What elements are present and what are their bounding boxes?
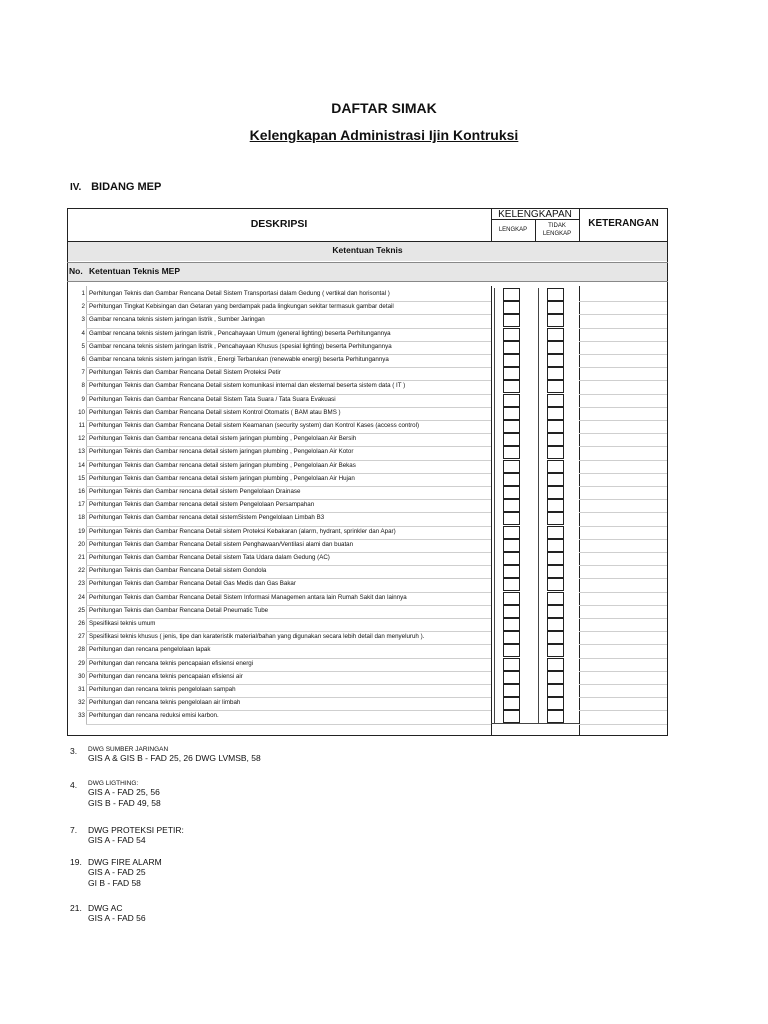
header-lengkap: LENGKAP	[498, 227, 528, 233]
section-number: IV.	[70, 182, 82, 193]
row-number: 22	[78, 567, 85, 575]
header-tidak-lengkap: TIDAK LENGKAP	[542, 223, 572, 237]
lengkap-checkbox[interactable]	[503, 539, 520, 552]
note-heading: DWG FIRE ALARM	[88, 857, 162, 867]
lengkap-checkbox[interactable]	[503, 592, 520, 605]
tidak-lengkap-checkbox[interactable]	[547, 578, 564, 591]
row-number: 6	[81, 356, 85, 363]
lengkap-checkbox[interactable]	[503, 420, 520, 433]
tidak-lengkap-checkbox[interactable]	[547, 460, 564, 473]
tidak-lengkap-checkbox[interactable]	[547, 671, 564, 684]
row-description: Perhitungan Teknis dan Gambar Rencana Detail sistem Penghawaan/Ventilasi alami dan buatan	[89, 540, 354, 548]
keterangan-divider	[579, 407, 667, 408]
row-number: 21	[78, 554, 85, 561]
keterangan-divider	[579, 526, 667, 527]
keterangan-divider	[579, 618, 667, 619]
note-line: GIS A - FAD 25	[88, 867, 146, 877]
keterangan-divider	[579, 420, 667, 421]
table-row	[67, 354, 491, 367]
note-line: GIS A - FAD 54	[88, 835, 146, 845]
row-number: 2	[81, 303, 85, 311]
row-number: 33	[78, 712, 85, 720]
note-number: 3.	[70, 746, 78, 756]
row-number: 9	[81, 395, 85, 403]
row-number: 29	[78, 659, 85, 667]
table-row	[67, 684, 491, 697]
keterangan-divider	[579, 301, 667, 302]
table-row	[67, 526, 491, 539]
row-number: 5	[81, 342, 85, 350]
tidak-lengkap-checkbox[interactable]	[547, 407, 564, 420]
note-line: GI B - FAD 58	[88, 878, 141, 888]
tidak-lengkap-checkbox[interactable]	[547, 658, 564, 671]
lengkap-checkbox[interactable]	[503, 710, 520, 723]
table-row	[67, 433, 491, 446]
note-item	[70, 746, 261, 764]
tidak-lengkap-checkbox[interactable]	[547, 301, 564, 314]
table-row	[67, 394, 491, 407]
note-number: 4.	[70, 780, 78, 790]
note-number: 7.	[70, 825, 78, 835]
table-row	[67, 618, 491, 631]
note-item	[70, 825, 184, 846]
keterangan-divider	[579, 512, 667, 513]
note-body	[88, 780, 161, 809]
tidak-lengkap-checkbox[interactable]	[547, 380, 564, 393]
keterangan-divider	[579, 446, 667, 447]
row-number: 25	[78, 606, 85, 614]
note-line: GIS A - FAD 25, 56	[88, 787, 160, 797]
table-row	[67, 328, 491, 341]
table-row	[67, 420, 491, 433]
table-row	[67, 512, 491, 525]
lengkap-checkbox[interactable]	[503, 301, 520, 314]
tidak-lengkap-checkbox[interactable]	[547, 697, 564, 710]
row-description: Perhitungan Teknis dan Gambar rencana detail sistem Pengelolaan Persampahan	[89, 501, 315, 509]
keterangan-divider	[579, 460, 667, 461]
row-description: Perhitungan Teknis dan Gambar rencana detail sistem Pengelolaan Drainase	[89, 488, 301, 495]
tidak-lengkap-checkbox[interactable]	[547, 618, 564, 631]
table-row	[67, 314, 491, 327]
table-row	[67, 288, 491, 301]
row-number: 14	[78, 461, 85, 469]
lengkap-checkbox[interactable]	[503, 526, 520, 539]
header-kelengkapan: KELENGKAPAN	[498, 209, 572, 220]
table-row	[67, 578, 491, 591]
row-description: Perhitungan dan rencana pengelolaan lapak	[89, 646, 211, 654]
lengkap-checkbox[interactable]	[503, 407, 520, 420]
row-description: Gambar rencana teknis sistem jaringan listrik , Pencahayaan Umum (general lighting) beserta Perhitungannya	[89, 329, 391, 337]
row-description: Perhitungan Teknis dan Gambar rencana detail sistem jaringan plumbing , Pengelolaan Air Hujan	[89, 474, 355, 482]
tidak-lengkap-checkbox[interactable]	[547, 446, 564, 459]
row-number: 16	[78, 488, 85, 495]
lengkap-checkbox[interactable]	[503, 328, 520, 341]
row-description: Perhitungan Teknis dan Gambar Rencana Detail sistem Gondola	[89, 567, 267, 575]
table-row	[67, 592, 491, 605]
tidak-lengkap-checkbox[interactable]	[547, 420, 564, 433]
keterangan-divider	[579, 394, 667, 395]
row-description: Perhitungan Teknis dan Gambar rencana detail sistem jaringan plumbing , Pengelolaan Air Bekas	[89, 461, 356, 469]
row-description: Perhitungan dan rencana teknis pengelolaan sampah	[89, 686, 236, 693]
row-number: 23	[78, 580, 85, 588]
note-line: GIS B - FAD 49, 58	[88, 798, 161, 808]
band-bottom-rule	[67, 281, 668, 282]
keterangan-divider	[579, 565, 667, 566]
note-number: 19.	[70, 857, 82, 867]
section-heading	[70, 181, 161, 193]
row-number: 7	[81, 369, 85, 377]
row-description: Perhitungan Teknis dan Gambar Rencana Detail sistem komunikasi internal dan eksternal beserta sistem data ( IT )	[89, 382, 406, 390]
table-row	[67, 473, 491, 486]
row-description: Perhitungan Teknis dan Gambar Rencana Detail Sistem Tata Suara / Tata Suara Evakuasi	[89, 395, 336, 403]
keterangan-divider	[579, 499, 667, 500]
lengkap-checkbox[interactable]	[503, 552, 520, 565]
tidak-left-rule	[538, 288, 539, 724]
keterangan-divider	[579, 710, 667, 711]
row-number: 31	[78, 686, 85, 693]
lengkap-checkbox[interactable]	[503, 658, 520, 671]
tidak-lengkap-checkbox[interactable]	[547, 552, 564, 565]
table-row	[67, 446, 491, 459]
row-description: Perhitungan Teknis dan Gambar rencana detail sistemSistem Pengelolaan Limbah B3	[89, 514, 325, 522]
lengkap-checkbox[interactable]	[503, 433, 520, 446]
row-number: 3	[81, 316, 85, 324]
keterangan-divider	[579, 605, 667, 606]
subhead-label: Ketentuan Teknis MEP	[89, 266, 180, 276]
row-description: Gambar rencana teknis sistem jaringan listrik , Sumber Jaringan	[89, 316, 265, 324]
row-number: 8	[81, 382, 85, 390]
band-ketentuan-teknis-label: Ketentuan Teknis	[332, 245, 403, 255]
row-number: 10	[78, 408, 85, 416]
note-line: GIS A - FAD 56	[88, 913, 146, 923]
band-divider	[67, 262, 668, 263]
tidak-lengkap-checkbox[interactable]	[547, 592, 564, 605]
row-description: Perhitungan Teknis dan Gambar Rencana Detail sistem Proteksi Kebakaran (alarm, hydrant, sprinkler dan Apar)	[89, 527, 396, 535]
lengkap-checkbox[interactable]	[503, 380, 520, 393]
table-row	[67, 565, 491, 578]
lengkap-checkbox[interactable]	[503, 684, 520, 697]
tidak-lengkap-checkbox[interactable]	[547, 367, 564, 380]
row-description: Perhitungan Teknis dan Gambar Rencana Detail Sistem Informasi Managemen antara lain Rumah Sakit dan lainnya	[89, 593, 407, 601]
lengkap-checkbox[interactable]	[503, 631, 520, 644]
keterangan-divider	[579, 671, 667, 672]
row-description: Perhitungan dan rencana reduksi emisi karbon.	[89, 712, 219, 720]
lengkap-checkbox[interactable]	[503, 314, 520, 327]
tidak-lengkap-checkbox[interactable]	[547, 539, 564, 552]
keterangan-divider	[579, 341, 667, 342]
row-number: 4	[81, 329, 85, 337]
row-divider	[86, 724, 491, 725]
tidak-lengkap-checkbox[interactable]	[547, 710, 564, 723]
table-row	[67, 671, 491, 684]
tidak-lengkap-checkbox[interactable]	[547, 644, 564, 657]
tidak-lengkap-checkbox[interactable]	[547, 565, 564, 578]
table-row	[67, 367, 491, 380]
lengkap-checkbox[interactable]	[503, 486, 520, 499]
row-description: Perhitungan Teknis dan Gambar Rencana Detail sistem Kontrol Otomatis ( BAM atau BMS )	[89, 408, 341, 416]
lengkap-checkbox[interactable]	[503, 565, 520, 578]
table-row	[67, 486, 491, 499]
note-body	[88, 903, 146, 924]
tidak-lengkap-checkbox[interactable]	[547, 433, 564, 446]
keterangan-divider	[579, 380, 667, 381]
tidak-lengkap-checkbox[interactable]	[547, 486, 564, 499]
keterangan-divider	[579, 552, 667, 553]
subhead-no: No.	[69, 266, 83, 276]
note-item	[70, 903, 146, 924]
keterangan-divider	[579, 367, 667, 368]
table-row	[67, 552, 491, 565]
row-description: Spesifikasi teknis khusus ( jenis, tipe dan karateristik material/bahan yang digunakan secara lebih detail dan menyeluruh ).	[89, 633, 425, 641]
table-row	[67, 499, 491, 512]
table-row	[67, 460, 491, 473]
lengkap-checkbox[interactable]	[503, 460, 520, 473]
lengkap-checkbox[interactable]	[503, 473, 520, 486]
lengkap-checkbox[interactable]	[503, 578, 520, 591]
row-number: 19	[78, 527, 85, 535]
row-description: Gambar rencana teknis sistem jaringan listrik , Energi Terbarukan (renewable energi) beserta Perhitungannya	[89, 356, 389, 363]
tidak-lengkap-checkbox[interactable]	[547, 354, 564, 367]
note-heading: DWG AC	[88, 903, 123, 913]
keterangan-divider	[579, 644, 667, 645]
row-description: Perhitungan Teknis dan Gambar Rencana Detail Pneumatic Tube	[89, 606, 269, 614]
row-description: Perhitungan Teknis dan Gambar Rencana Detail sistem Tata Udara dalam Gedung (AC)	[89, 554, 330, 561]
lengkap-left-rule	[494, 288, 495, 724]
note-heading: DWG SUMBER JARINGAN	[88, 746, 169, 753]
lengkap-checkbox[interactable]	[503, 697, 520, 710]
body-desc-rule	[491, 286, 492, 736]
table-row	[67, 605, 491, 618]
tidak-lengkap-checkbox[interactable]	[547, 684, 564, 697]
tidak-lengkap-checkbox[interactable]	[547, 605, 564, 618]
lengkap-checkbox[interactable]	[503, 394, 520, 407]
table-row	[67, 407, 491, 420]
keterangan-divider	[579, 658, 667, 659]
subtitle-text: Kelengkapan Administrasi Ijin Kontruksi	[249, 127, 519, 143]
note-line: GIS A & GIS B - FAD 25, 26 DWG LVMSB, 58	[88, 753, 261, 763]
section-label: BIDANG MEP	[91, 181, 162, 193]
row-number: 18	[78, 514, 85, 522]
tidak-lengkap-checkbox[interactable]	[547, 394, 564, 407]
lengkap-checkbox[interactable]	[503, 288, 520, 301]
keterangan-divider	[579, 592, 667, 593]
row-number: 24	[78, 593, 85, 601]
table-row	[67, 710, 491, 723]
tidak-lengkap-checkbox[interactable]	[547, 499, 564, 512]
row-description: Perhitungan Teknis dan Gambar Rencana Detail Sistem Transportasi dalam Gedung ( vertikal dan horisontal )	[89, 290, 390, 297]
note-body	[88, 857, 162, 889]
lengkap-checkbox[interactable]	[503, 644, 520, 657]
page-title: DAFTAR SIMAK	[331, 100, 437, 116]
keterangan-divider	[579, 486, 667, 487]
row-number: 13	[78, 448, 85, 456]
table-row	[67, 380, 491, 393]
header-deskripsi: DESKRIPSI	[250, 218, 308, 230]
keterangan-divider	[579, 631, 667, 632]
lengkap-checkbox[interactable]	[503, 499, 520, 512]
row-description: Perhitungan dan rencana teknis pencapaian efisiensi air	[89, 672, 243, 680]
table-row	[67, 697, 491, 710]
row-number: 20	[78, 540, 85, 548]
tidak-lengkap-checkbox[interactable]	[547, 473, 564, 486]
row-number: 12	[78, 435, 85, 443]
lengkap-checkbox[interactable]	[503, 446, 520, 459]
note-body	[88, 825, 184, 846]
keterangan-divider	[579, 328, 667, 329]
row-description: Perhitungan dan rencana teknis pencapaian efisiensi energi	[89, 659, 254, 667]
row-number: 32	[78, 699, 85, 707]
table-row	[67, 631, 491, 644]
note-heading: DWG LIGTHING:	[88, 780, 139, 787]
row-number: 30	[78, 672, 85, 680]
keterangan-divider	[579, 684, 667, 685]
note-item	[70, 857, 162, 889]
row-description: Perhitungan Tingkat Kebisingan dan Getaran yang berdampak pada lingkungan sekitar termasuk gambar detail	[89, 303, 394, 311]
table-row	[67, 644, 491, 657]
tidak-lengkap-checkbox[interactable]	[547, 288, 564, 301]
row-description: Spesifikasi teknis umum	[89, 620, 156, 627]
header-keterangan: KETERANGAN	[588, 218, 659, 229]
lengkap-checkbox[interactable]	[503, 354, 520, 367]
note-item	[70, 780, 161, 809]
row-description: Perhitungan Teknis dan Gambar Rencana Detail Gas Medis dan Gas Bakar	[89, 580, 296, 588]
lengkap-checkbox[interactable]	[503, 367, 520, 380]
lengkap-checkbox[interactable]	[503, 605, 520, 618]
lengkap-checkbox[interactable]	[503, 618, 520, 631]
note-heading: DWG PROTEKSI PETIR:	[88, 825, 184, 835]
lengkap-checkbox[interactable]	[503, 512, 520, 525]
keterangan-divider	[579, 314, 667, 315]
keterangan-divider	[579, 473, 667, 474]
note-number: 21.	[70, 903, 82, 913]
tidak-lengkap-checkbox[interactable]	[547, 314, 564, 327]
row-number: 26	[78, 620, 85, 627]
row-number: 28	[78, 646, 85, 654]
row-number: 1	[81, 290, 85, 297]
tidak-lengkap-checkbox[interactable]	[547, 341, 564, 354]
row-number: 17	[78, 501, 85, 509]
row-description: Perhitungan Teknis dan Gambar rencana detail sistem jaringan plumbing , Pengelolaan Air Bersih	[89, 435, 357, 443]
tidak-lengkap-checkbox[interactable]	[547, 512, 564, 525]
keterangan-divider	[579, 539, 667, 540]
row-number: 11	[78, 422, 85, 429]
table-row	[67, 658, 491, 671]
tidak-lengkap-checkbox[interactable]	[547, 328, 564, 341]
row-description: Gambar rencana teknis sistem jaringan listrik , Pencahayaan Khusus (spesial lighting) beserta Perhitungannya	[89, 342, 392, 350]
lengkap-checkbox[interactable]	[503, 341, 520, 354]
row-description: Perhitungan Teknis dan Gambar rencana detail sistem jaringan plumbing , Pengelolaan Air Kotor	[89, 448, 354, 456]
table-row	[67, 539, 491, 552]
table-row	[67, 341, 491, 354]
tidak-lengkap-checkbox[interactable]	[547, 631, 564, 644]
row-description: Perhitungan dan rencana teknis pengelolaan air limbah	[89, 699, 241, 707]
row-description: Perhitungan Teknis dan Gambar Rencana Detail Sistem Proteksi Petir	[89, 369, 281, 377]
row-description: Perhitungan Teknis dan Gambar Rencana Detail sistem Keamanan (security system) dan Kontrol Kases (access control)	[89, 422, 420, 429]
lengkap-checkbox[interactable]	[503, 671, 520, 684]
keterangan-divider	[579, 724, 667, 725]
note-body	[88, 746, 261, 764]
keterangan-divider	[579, 697, 667, 698]
tidak-lengkap-checkbox[interactable]	[547, 526, 564, 539]
row-number: 27	[78, 633, 85, 641]
page-subtitle	[0, 127, 768, 143]
keterangan-divider	[579, 433, 667, 434]
table-row	[67, 301, 491, 314]
keterangan-divider	[579, 354, 667, 355]
row-number: 15	[78, 474, 85, 482]
keterangan-divider	[579, 578, 667, 579]
